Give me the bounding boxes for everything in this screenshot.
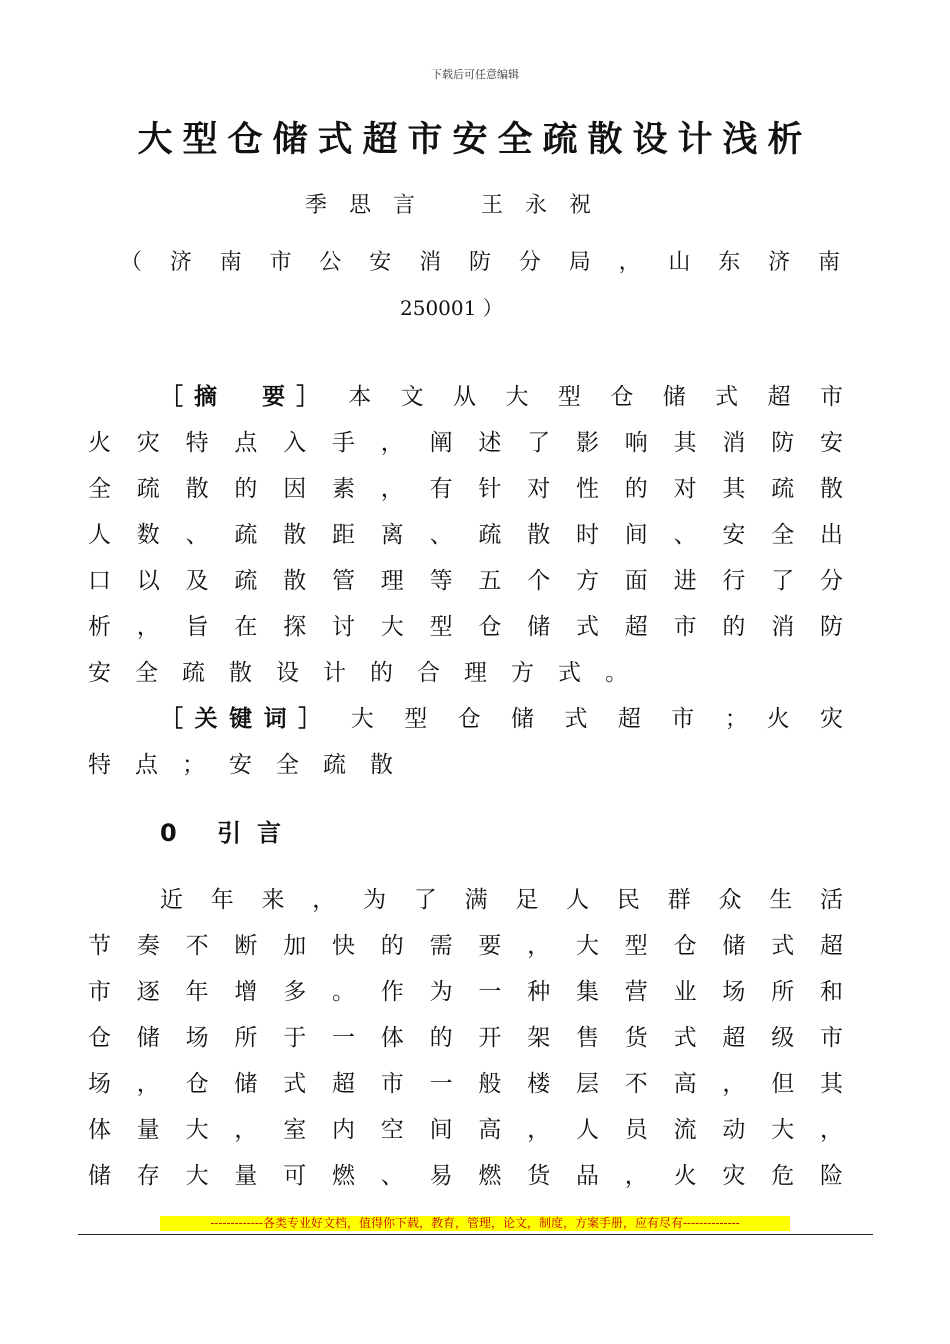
affiliation-line-2: 250001 ） <box>400 296 503 320</box>
intro-line: 节 奏 不 断 加 快 的 需 要 ， 大 型 仓 储 式 超 <box>88 933 843 959</box>
intro-paragraph <box>88 877 843 1199</box>
abstract-line: 安全疏散设计的合理方式。 <box>88 660 652 686</box>
affiliation-line-1: （ 济 南 市 公 安 消 防 分 局 ， 山 东 济 南 <box>120 250 840 275</box>
abstract-section <box>88 374 843 696</box>
section-title: 引言 <box>217 819 298 847</box>
intro-line: 仓 储 场 所 于 一 体 的 开 架 售 货 式 超 级 市 <box>88 1025 843 1051</box>
abstract-line <box>88 374 843 420</box>
keywords-section <box>88 696 843 788</box>
abstract-tag: ［摘 要］ <box>160 384 331 410</box>
abstract-line: 口 以 及 疏 散 管 理 等 五 个 方 面 进 行 了 分 <box>88 568 843 594</box>
abstract-line: 人 数 、 疏 散 距 离 、 疏 散 时 间 、 安 全 出 <box>88 522 843 548</box>
abstract-line: 全 疏 散 的 因 素 ， 有 针 对 性 的 对 其 疏 散 <box>88 476 843 502</box>
abstract-line: 火 灾 特 点 入 手 ， 阐 述 了 影 响 其 消 防 安 <box>88 430 843 456</box>
abstract-text: 本 文 从 大 型 仓 储 式 超 市 <box>348 384 843 410</box>
section-number: 0 <box>160 819 193 847</box>
intro-line: 场 ， 仓 储 式 超 市 一 般 楼 层 不 高 ， 但 其 <box>88 1071 843 1097</box>
page-header-note: 下载后可任意编辑 <box>431 68 519 81</box>
intro-line: 体 量 大 ， 室 内 空 间 高 ， 人 员 流 动 大 ， <box>88 1117 843 1143</box>
intro-line: 市 逐 年 增 多 。 作 为 一 种 集 营 业 场 所 和 <box>88 979 843 1005</box>
section-heading <box>160 813 297 848</box>
intro-line: 近 年 来 ， 为 了 满 足 人 民 群 众 生 活 <box>160 887 843 913</box>
keywords-text: 大 型 仓 储 式 超 市 ； 火 灾 <box>350 706 843 732</box>
footer-rule <box>78 1234 873 1235</box>
document-title: 大型仓储式超市安全疏散设计浅析 <box>137 120 813 160</box>
footer-banner: -------------各类专业好文档，值得你下载，教育，管理，论文，制度，方案手册，应有尽有-------------- <box>160 1216 790 1231</box>
authors: 季思言 王永祝 <box>305 193 614 218</box>
keywords-line: 特点；安全疏散 <box>88 752 417 778</box>
keywords-tag: ［关键词］ <box>160 706 333 732</box>
abstract-line: 析 ， 旨 在 探 讨 大 型 仓 储 式 超 市 的 消 防 <box>88 614 843 640</box>
intro-line: 储 存 大 量 可 燃 、 易 燃 货 品 ， 火 灾 危 险 <box>88 1163 843 1189</box>
keywords-line <box>88 696 843 742</box>
